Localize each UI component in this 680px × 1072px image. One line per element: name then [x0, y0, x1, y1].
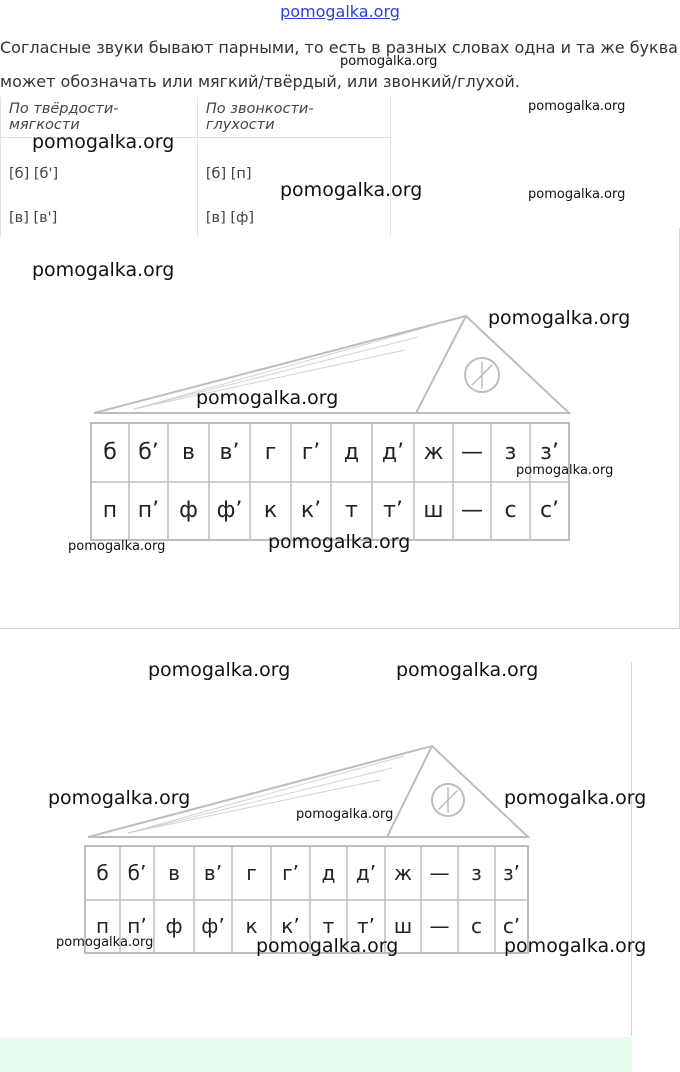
watermark: pomogalka.org: [516, 463, 614, 478]
letter-cell: ф’: [216, 498, 243, 523]
letter-cell: ф: [179, 498, 198, 523]
letter-cell: с’: [502, 914, 521, 938]
intro-paragraph: Согласные звуки бывают парными, то есть в разных словах одна и та же буква может обозначать или мягкий/твёрдый, или звонкий/глухой.: [0, 38, 678, 91]
letter-cell: д’: [381, 440, 405, 465]
letter-cell: г: [246, 861, 257, 885]
watermark: pomogalka.org: [268, 531, 411, 553]
letter-cell: з: [504, 440, 517, 465]
letter-cell: к’: [300, 498, 322, 523]
table-cell: [в] [ф]: [197, 200, 390, 236]
watermark: pomogalka.org: [296, 807, 394, 822]
letter-cell: п: [102, 498, 118, 523]
letter-cell: в’: [219, 440, 240, 465]
letter-cell: т’: [383, 498, 403, 523]
letter-cell: в’: [203, 861, 223, 885]
letter-cell: д: [321, 861, 336, 885]
letter-cell: б’: [138, 440, 159, 465]
watermark: pomogalka.org: [48, 787, 191, 809]
site-link[interactable]: pomogalka.org: [280, 2, 400, 21]
letter-cell: п’: [137, 498, 160, 523]
letter-cell: т: [322, 914, 335, 938]
watermark: pomogalka.org: [340, 54, 438, 69]
letter-cell: ш: [423, 498, 444, 523]
header-hardness: По твёрдости-мягкости: [1, 97, 198, 138]
letter-cell: ж: [393, 861, 413, 885]
watermark: pomogalka.org: [56, 935, 154, 950]
letter-cell: б: [103, 440, 117, 465]
letter-cell: с: [471, 914, 482, 938]
table-cell: [в] [в']: [1, 200, 198, 236]
watermark: pomogalka.org: [488, 307, 631, 329]
table-cell: [б] [п]: [197, 138, 390, 201]
letter-cell: с’: [539, 498, 560, 523]
letter-cell: —: [429, 861, 450, 885]
letter-cell: ш: [393, 914, 413, 938]
letter-cell: в: [182, 440, 195, 465]
letter-cell: ф’: [201, 914, 225, 938]
watermark: pomogalka.org: [32, 131, 175, 153]
watermark: pomogalka.org: [396, 659, 539, 681]
letter-cell: с: [504, 498, 517, 523]
watermark: pomogalka.org: [528, 99, 626, 114]
letter-cell: г: [264, 440, 277, 465]
header-voicing: По звонкости-глухости: [197, 97, 390, 138]
letter-cell: к: [263, 498, 278, 523]
watermark: pomogalka.org: [256, 935, 399, 957]
letter-cell: —: [461, 440, 483, 465]
watermark: pomogalka.org: [528, 187, 626, 202]
letter-cell: з’: [540, 440, 559, 465]
letter-cell: к’: [281, 914, 300, 938]
table-cell: [б] [б']: [1, 138, 198, 201]
roof-gable-line: [416, 316, 466, 413]
letter-cell: ф: [165, 914, 183, 938]
letter-cell: в: [168, 861, 180, 885]
watermark: pomogalka.org: [196, 387, 339, 409]
letter-cell: з’: [503, 861, 520, 885]
letter-cell: т’: [356, 914, 375, 938]
letter-cell: д: [343, 440, 360, 465]
letter-cell: —: [461, 498, 483, 523]
letter-cell: г’: [282, 861, 299, 885]
letter-cell: д’: [355, 861, 377, 885]
letter-cell: б: [96, 861, 109, 885]
letter-cell: ж: [423, 440, 444, 465]
watermark: pomogalka.org: [68, 539, 166, 554]
letter-cell: з: [471, 861, 482, 885]
letter-cell: б’: [127, 861, 147, 885]
letter-cell: п’: [127, 914, 147, 938]
watermark: pomogalka.org: [504, 787, 647, 809]
letter-cell: г’: [301, 440, 321, 465]
watermark: pomogalka.org: [148, 659, 291, 681]
letter-cell: п: [95, 914, 110, 938]
bottom-highlight-strip: [0, 1037, 632, 1072]
watermark: pomogalka.org: [32, 259, 175, 281]
letter-cell: т: [345, 498, 358, 523]
watermark: pomogalka.org: [504, 935, 647, 957]
letter-cell: —: [429, 914, 450, 938]
watermark: pomogalka.org: [280, 179, 423, 201]
roof-gable-line: [387, 746, 432, 837]
letter-cell: к: [245, 914, 258, 938]
